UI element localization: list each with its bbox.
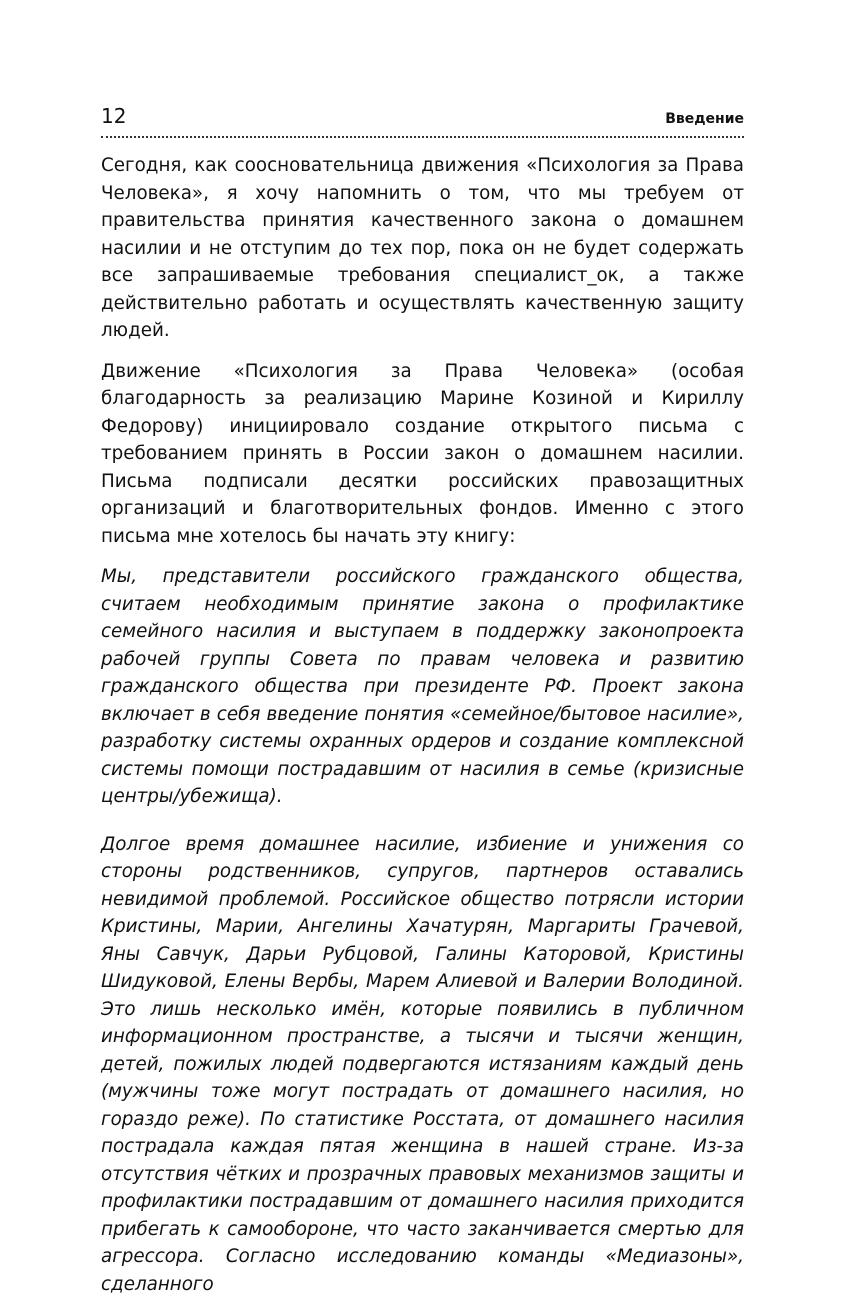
section-title: Введение (665, 111, 744, 127)
header-divider (101, 136, 744, 138)
paragraph-movement: Движение «Психология за Права Человека» (особая благодарность за реализацию Марине Козиной и Кириллу Федорову) инициировало создание открытого письма с требованием принять в России закон о домашнем насилии. Письма подписали десятки российских правозащитных организаций и благотворительных фондов. Именно с этого письма мне хотелось бы начать эту книгу: (101, 360, 744, 547)
running-header (101, 104, 744, 134)
quote-paragraph-statistics: Долгое время домашнее насилие, избиение и унижения со стороны родственников, супругов, партнеров оставались невидимой проблемой. Российское общество потрясли истории Кристины, Марии, Ангелины Хачатурян, Маргариты Грачевой, Яны Савчук, Дарьи Рубцовой, Галины Каторовой, Кристины Шидуковой, Елены Вербы, Марем Алиевой и Валерии Володиной. Это лишь несколько имён, которые появились в публичном информационном пространстве, а тысячи и тысячи женщин, детей, пожилых людей подвергаются истязаниям каждый день (мужчины тоже могут пострадать от домашнего насилия, но гораздо реже). По статистике Росстата, от домашнего насилия пострадала каждая пятая женщина в нашей стране. Из-за отсутствия чётких и прозрачных правовых механизмов защиты и профилактики пострадавшим от домашнего насилия приходится прибегать к самообороне, что часто заканчивается смертью для агрессора. Согласно исследованию команды «Медиазоны», сделанного (101, 833, 744, 1295)
body-text (101, 152, 744, 1298)
page-number: 12 (101, 104, 127, 128)
paragraph-intro: Сегодня, как соосновательница движения «Психология за Права Человека», я хочу напомнить о том, что мы требуем от правительства принятия качественного закона о домашнем насилии и не отступим до тех пор, пока он не будет содержать все запрашиваемые требования специалист_ок, а также действительно работать и осуществлять качественную защиту людей. (101, 155, 744, 341)
book-page (101, 104, 744, 1311)
quote-paragraph-open-letter: Мы, представители российского гражданского общества, считаем необходимым принятие закона о профилактике семейного насилия и выступаем в поддержку законопроекта рабочей группы Совета по правам человека и развитию гражданского общества при президенте РФ. Проект закона включает в себя введение понятия «семейное/бытовое насилие», разработку системы охранных ордеров и создание комплексной системы помощи пострадавшим от насилия в семье (кризисные центры/убежища). (101, 566, 744, 807)
